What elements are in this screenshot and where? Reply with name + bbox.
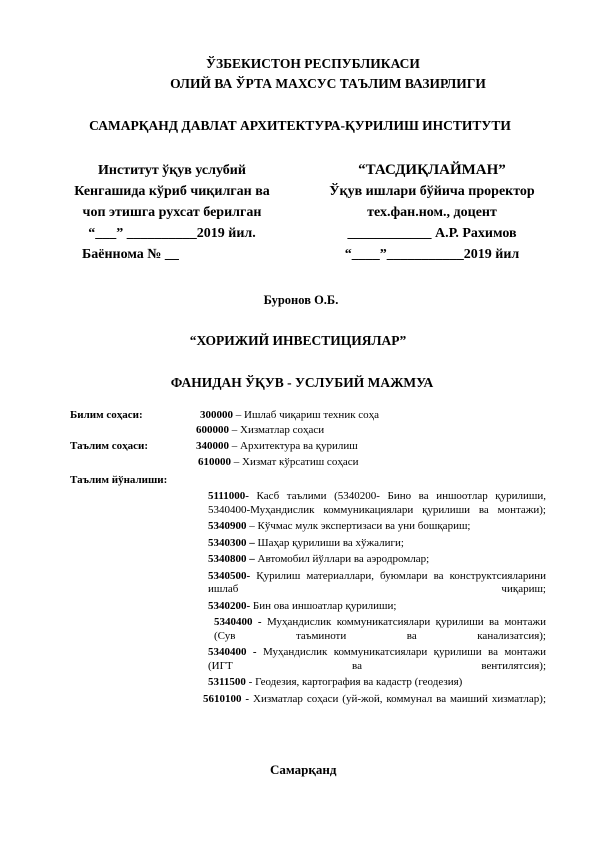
specialization-item: 5111000- Касб таълими (5340200- Бино ва иншоотлар қурилиши, 5340400-Муҳандислик коммуникациялари қурилиши ва монтажи); (208, 490, 546, 516)
prorector-line-4: ____________ А.Р. Рахимов (347, 226, 517, 241)
prorector-line-5: “____”___________2019 йил (344, 247, 520, 262)
council-line-5: Баённома № __ (82, 247, 179, 262)
specialization-item: 5340500- Қурилиш материаллари, буюмлари ва конструктсияларини ишлаб чиқариш; (208, 569, 546, 595)
education-item-1: 340000 – Архитектура ва қурилиш (196, 440, 358, 452)
council-line-2: Кенгашида кўриб чиқилган ва (74, 184, 270, 199)
subject-title: “ХОРИЖИЙ ИНВЕСТИЦИЯЛАР” (189, 333, 407, 348)
republic-heading: ЎЗБЕКИСТОН РЕСПУБЛИКАСИ (206, 56, 420, 71)
prorector-line-3: тех.фан.ном., доцент (367, 205, 497, 220)
council-line-1: Институт ўқув услубий (98, 163, 246, 178)
author-name: Буронов О.Б. (263, 293, 339, 307)
specialization-item: 5340200- Бин ова иншоатлар қурилиши; (208, 599, 397, 612)
institute-heading: САМАРҚАНД ДАВЛАТ АРХИТЕКТУРА-ҚУРИЛИШ ИНСТИТУТИ (89, 118, 511, 133)
prorector-line-1: “ТАСДИҚЛАЙМАН” (358, 162, 506, 178)
education-label: Таълим соҳаси: (70, 440, 148, 452)
specialization-item: 5340800 – Автомобил йўллари ва аэродромлар; (208, 553, 430, 565)
specialization-item: 5340300 – Шаҳар қурилиши ва хўжалиги; (208, 536, 404, 549)
council-line-3: чоп этишга рухсат берилган (82, 205, 262, 220)
education-item-2: 610000 – Хизмат кўрсатиш соҳаси (198, 456, 359, 468)
specialization-item: 5340400 - Муҳандислик коммуникатсиялари қурилиши ва монтажи (Сув таъминоти ва канализатсия); (214, 616, 546, 642)
specialization-item: 5610100 - Хизматлар соҳаси (уй-жой, коммунал ва маиший хизматлар); (203, 692, 547, 705)
knowledge-item-2: 600000 – Хизматлар соҳаси (196, 424, 325, 436)
council-line-4: “___” __________2019 йил. (88, 226, 256, 241)
direction-label: Таълим йўналиши: (70, 474, 168, 486)
specialization-item: 5311500 - Геодезия, картография ва кадастр (геодезия) (208, 676, 463, 688)
specialization-list (203, 490, 547, 706)
ministry-heading: ОЛИЙ ВА ЎРТА МАХСУС ТАЪЛИМ ВАЗИРЛИГИ (170, 76, 486, 91)
prorector-line-2: Ўқув ишлари бўйича проректор (329, 184, 535, 199)
approval-council-block (52, 160, 292, 265)
city-footer: Самарқанд (270, 762, 337, 777)
complex-title: ФАНИДАН ЎҚУВ - УСЛУБИЙ МАЖМУА (170, 375, 434, 390)
knowledge-label: Билим соҳаси: (70, 409, 143, 421)
specialization-item: 5340900 – Кўчмас мулк экспертизаси ва уни бошқариш; (208, 520, 471, 532)
approval-prorector-block (312, 160, 552, 265)
specialization-item: 5340400 - Муҳандислик коммуникатсиялари қурилиши ва монтажи (ИГТ ва вентилятсия); (208, 646, 546, 672)
knowledge-item-1: 300000 – Ишлаб чиқариш техник соҳа (200, 409, 380, 421)
